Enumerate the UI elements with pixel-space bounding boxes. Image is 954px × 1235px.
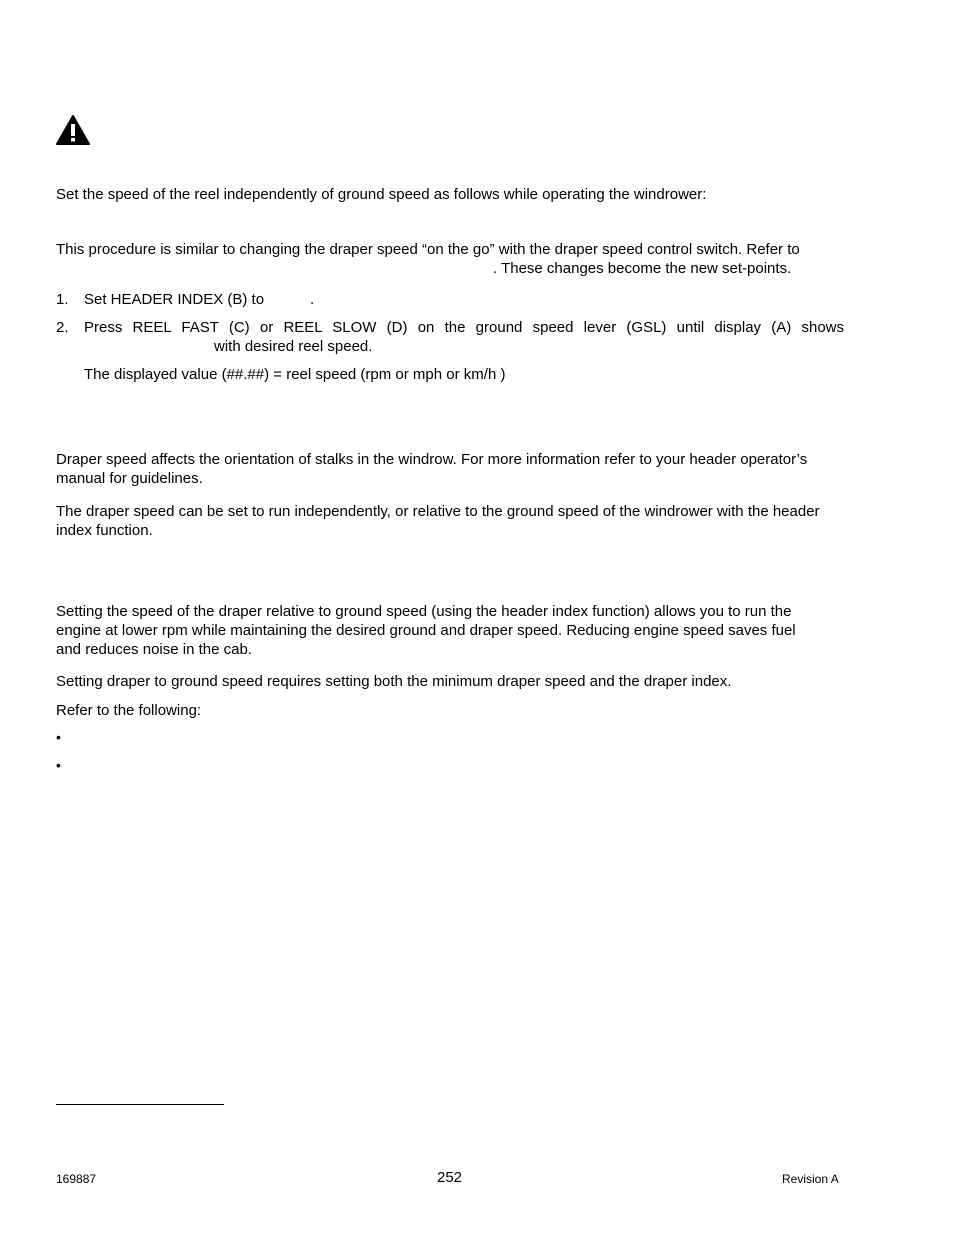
step-note: The displayed value (##.##) = reel speed (rpm or mph or km/h ) xyxy=(84,366,506,383)
draper-paragraph-line1: Draper speed affects the orientation of stalks in the windrow. For more information refer to your header operator’s xyxy=(56,451,808,468)
step-2-line1: Press REEL FAST (C) or REEL SLOW (D) on the ground speed lever (GSL) until display (A) shows xyxy=(84,319,844,336)
setting-draper-paragraph: Setting draper to ground speed requires setting both the minimum draper speed and the draper index. xyxy=(56,673,732,690)
ground-speed-line2: engine at lower rpm while maintaining the desired ground and draper speed. Reducing engine speed saves fuel xyxy=(56,622,796,639)
step-2-line2: with desired reel speed. xyxy=(214,338,373,355)
step-1-end: . xyxy=(310,291,315,308)
page-number: 252 xyxy=(437,1169,463,1186)
ground-speed-line3: and reduces noise in the cab. xyxy=(56,641,252,658)
bullet-2: • xyxy=(56,757,61,773)
bullet-1: • xyxy=(56,729,61,745)
revision-label: Revision A xyxy=(782,1172,839,1186)
draper-paragraph-line2: manual for guidelines. xyxy=(56,470,203,487)
doc-number: 169887 xyxy=(56,1172,97,1186)
procedure-note-line1: This procedure is similar to changing the draper speed “on the go” with the draper speed control switch. Refer to xyxy=(56,241,800,258)
intro-paragraph: Set the speed of the reel independently of ground speed as follows while operating the windrower: xyxy=(56,186,707,203)
step-2-number: 2. xyxy=(56,319,69,336)
draper-independent-line2: index function. xyxy=(56,522,153,539)
footnote-divider xyxy=(56,1104,224,1105)
ground-speed-line1: Setting the speed of the draper relative to ground speed (using the header index function) allows you to run the xyxy=(56,603,792,620)
refer-following: Refer to the following: xyxy=(56,702,202,719)
procedure-note-line2: . These changes become the new set-points. xyxy=(493,260,792,277)
step-1-number: 1. xyxy=(56,291,69,308)
step-1-text: Set HEADER INDEX (B) to xyxy=(84,291,265,308)
draper-independent-line1: The draper speed can be set to run independently, or relative to the ground speed of the windrower with the header xyxy=(56,503,820,520)
warning-triangle-icon xyxy=(55,114,91,146)
